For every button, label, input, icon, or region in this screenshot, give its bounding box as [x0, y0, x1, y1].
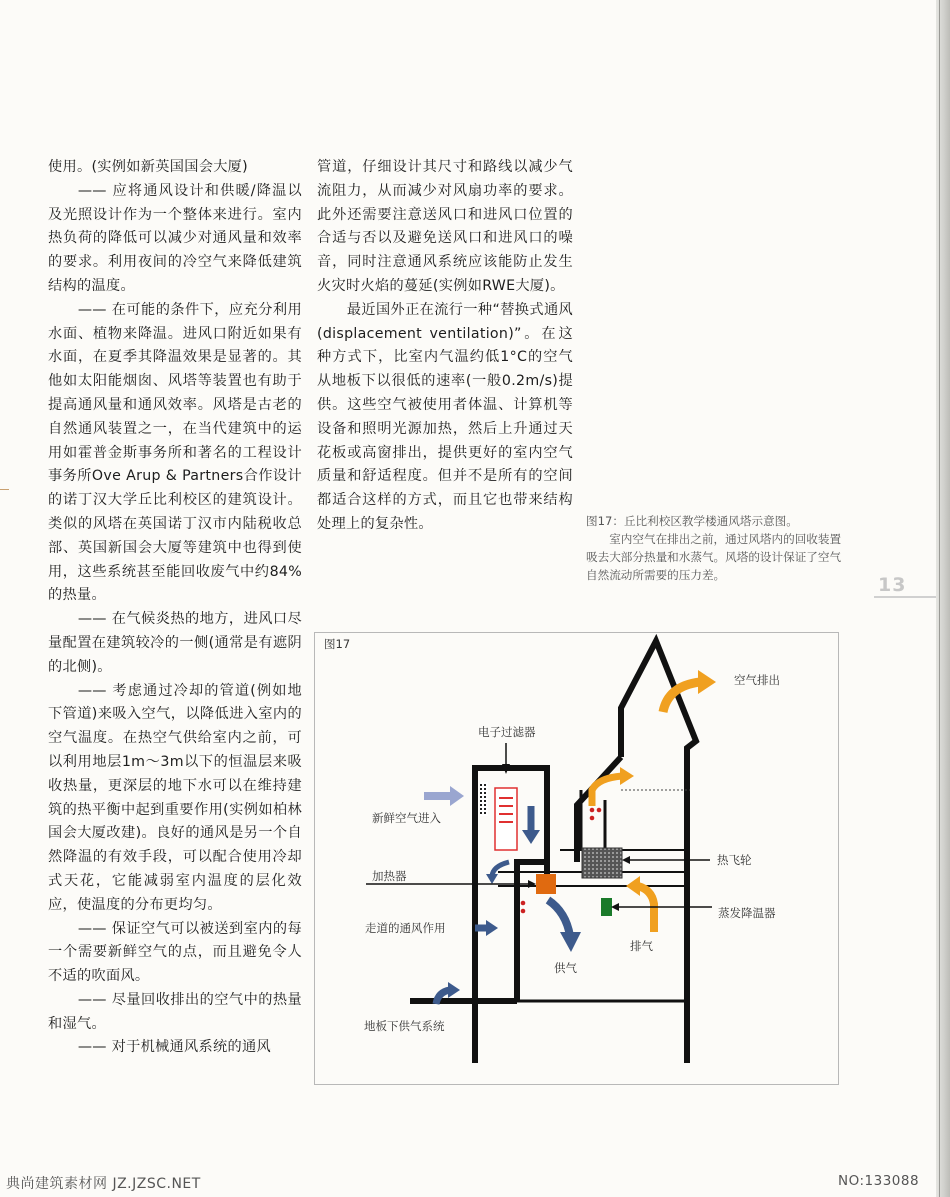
indicator-dot — [590, 816, 595, 821]
paragraph: 最近国外正在流行一种“替换式通风(displacement ventilation)”。在这种方式下，比室内气温约低1°C的空气从地板下以很低的速率(一般0.2m/s)提供。这些空气被使用者体温、计算机等设备和照明光源加热，然后上升通过天花板或高窗排出，提供更好的室内空气质量和舒适程度。但并不是所有的空间都适合这样的方式，而且它也带来结构处理上的复杂性。 — [317, 301, 573, 532]
supply-air-arrowhead — [560, 932, 581, 952]
indicator-dot — [521, 909, 526, 914]
paragraph: —— 对于机械通风系统的通风 — [77, 1039, 271, 1056]
caption-body: 室内空气在排出之前，通过风塔内的回收装置吸去大部分热量和水蒸气。风塔的设计保证了空气自然流动所需要的压力差。 — [586, 532, 842, 582]
paragraph: 使用。(实例如新英国国会大厦) — [48, 159, 249, 175]
heater — [536, 874, 556, 894]
footer-watermark: 典尚建筑素材网 JZ.JZSC.NET — [6, 1176, 201, 1192]
indicator-dot — [521, 901, 526, 906]
footer-number: NO:133088 — [838, 1173, 920, 1189]
duct-down-arrowhead — [522, 830, 540, 844]
paragraph: —— 尽量回收排出的空气中的热量和湿气。 — [48, 991, 302, 1032]
intake-grille — [480, 782, 488, 816]
label-fresh-air-in: 新鲜空气进入 — [372, 811, 441, 825]
label-exhaust-air: 空气排出 — [734, 673, 780, 687]
label-underfloor-supply: 地板下供气系统 — [364, 1019, 445, 1033]
label-electronic-filter: 电子过滤器 — [478, 725, 536, 739]
indicator-dot — [590, 808, 595, 813]
label-corridor-ventilation: 走道的通风作用 — [365, 921, 446, 935]
label-heat-wheel: 热飞轮 — [717, 853, 752, 867]
tower-air-arrow — [592, 776, 622, 806]
figure-label: 图17 — [324, 637, 351, 651]
paragraph: —— 应将通风设计和供暖/降温以及光照设计作为一个整体来进行。室内热负荷的降低可以减少对通风量和效率的要求。利用夜间的冷空气来降低建筑结构的温度。 — [48, 182, 302, 294]
leader-arrowhead — [611, 903, 619, 911]
paragraph: —— 在可能的条件下，应充分利用水面、植物来降温。进风口附近如果有水面，在夏季其降温效果是显著的。其他如太阳能烟囱、风塔等装置也有助于提高通风量和通风效率。风塔是古老的自然通风装置之一，在当代建筑中的运用如霍普金斯事务所和著名的工程设计事务所Ove Arup & Partners合作设计的诺丁汉大学丘比利校区的建筑设计。类似的风塔在英国诺丁汉市内陆税收总部、英国新国会大厦等建筑中也得到使用，这些系统甚至能回收废气中约84%的热量。 — [48, 301, 302, 604]
paragraph: —— 保证空气可以被送到室内的每一个需要新鲜空气的点，而且避免令人不适的吹面风。 — [48, 920, 302, 985]
label-supply-air: 供气 — [554, 961, 577, 975]
indicator-dot — [597, 808, 602, 813]
leader-arrowhead — [622, 856, 630, 864]
supply-air-arrow — [548, 900, 570, 936]
heat-wheel — [582, 848, 622, 878]
underfloor-arrowhead — [448, 982, 460, 998]
paragraph: —— 在气候炎热的地方，进风口尽量配置在建筑较冷的一侧(通常是有遮阴的北侧)。 — [48, 611, 302, 675]
exhaust-arrowhead — [626, 876, 640, 896]
tower-air-arrowhead — [620, 767, 634, 785]
exhaust-arrow — [638, 886, 654, 932]
label-exhaust: 排气 — [630, 939, 653, 953]
exhaust-air-arrowhead — [698, 670, 716, 694]
page-number: 13 — [878, 574, 907, 596]
paragraph: 管道，仔细设计其尺寸和路线以减少气流阻力，从而减少对风扇功率的要求。此外还需要注意送风口和进风口位置的合适与否以及避免送风口和进风口的噪音，同时注意通风系统应该能防止发生火灾时火焰的蔓延(实例如RWE大厦)。 — [317, 159, 573, 294]
paragraph: —— 考虑通过冷却的管道(例如地下管道)来吸入空气，以降低进入室内的空气温度。在热空气供给室内之前，可以利用地层1m～3m以下的恒温层来吸收热量，更深层的地下水可以在维持建筑的热平衡中起到重要作用(实例如柏林国会大厦改建)。良好的通风是另一个自然降温的有效手段，可以配合使用冷却式天花，它能减弱室内温度的层化效应，使温度的分布更均匀。 — [48, 682, 302, 913]
corridor-arrowhead — [486, 920, 498, 936]
evaporative-cooler — [601, 898, 612, 916]
label-evaporative-cooler: 蒸发降温器 — [718, 906, 776, 920]
fresh-air-arrowhead — [450, 786, 464, 806]
heater-air-arrowhead — [486, 874, 498, 884]
label-heater: 加热器 — [372, 869, 407, 883]
caption-title: 图17：丘比利校区教学楼通风塔示意图。 — [586, 514, 798, 528]
heater-air-arrow — [492, 862, 509, 876]
